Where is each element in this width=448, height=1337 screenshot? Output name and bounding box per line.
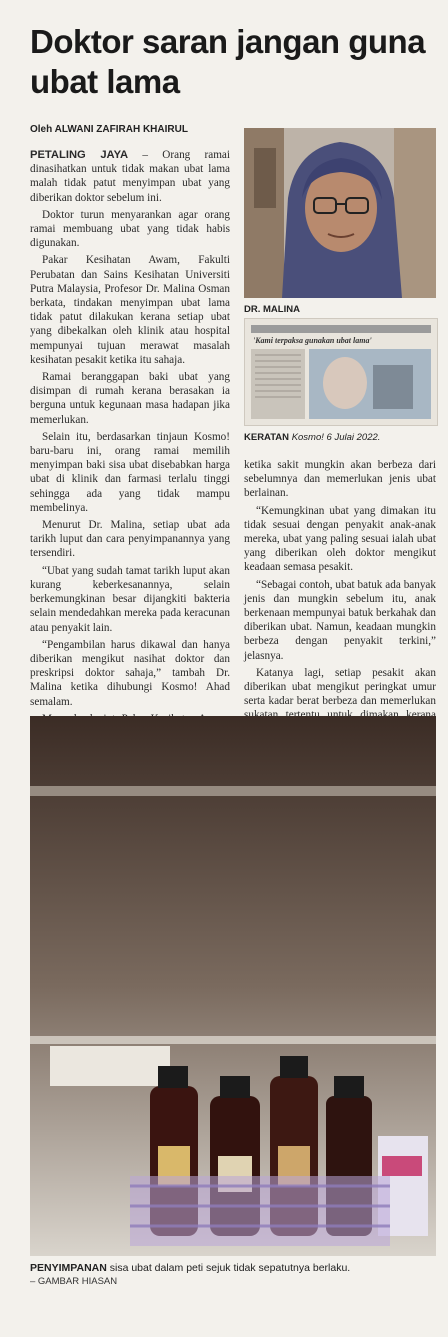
paragraph: ketika sakit mungkin akan berbeza dari sebelumnya dan memerlukan jenis ubat berlainan. bbox=[244, 459, 436, 500]
paragraph: Selain itu, berdasarkan tinjaun Kosmo! baru-baru ini, orang ramai memilih menyimpan baki sisa ubat disebabkan harga ubat di klinik dan farmasi terlalu tinggi sehingga ada yang tidak mampu membelinya. bbox=[30, 430, 230, 514]
byline: Oleh ALWANI ZAFIRAH KHAIRUL bbox=[30, 124, 188, 135]
photo-caption: DR. MALINA bbox=[244, 304, 300, 315]
clipping-caption-text: Kosmo! 6 Julai 2022. bbox=[291, 432, 381, 443]
paragraph: “Ubat yang sudah tamat tarikh luput akan kurang keberkesanannya, selain berkemungkinan besar dijangkiti bakteria selain mendedahkan mereka pada keracunan atau penyakit lain. bbox=[30, 564, 230, 634]
medicine-photo bbox=[30, 716, 436, 1256]
paragraph: Menurut Dr. Malina, setiap ubat ada tarikh luput dan cara penyimpanannya yang tersendiri. bbox=[30, 519, 230, 560]
paragraph: “Kemungkinan ubat yang dimakan itu tidak sesuai dengan penyakit anak-anak mereka, ubat yang paling sesuai ialah ubat yang diberikan oleh doktor mengikut keadaan semasa pesakit. bbox=[244, 504, 436, 574]
clipping-caption-label: KERATAN bbox=[244, 432, 290, 443]
portrait-photo bbox=[244, 128, 436, 298]
portrait-illustration bbox=[244, 128, 436, 298]
newspaper-clipping bbox=[244, 318, 438, 426]
paragraph: “Pengambilan harus dikawal dan hanya diberikan mengikut nasihat doktor dan preskripsi doktor sahaja,” tambah Dr. Malina ketika dihubungi Kosmo! Ahad semalam. bbox=[30, 638, 230, 708]
medicine-illustration bbox=[30, 716, 436, 1256]
paragraph: – Orang ramai dinasihatkan untuk tidak makan ubat lama malah tidak patut menyimpan ubat yang diberikan doktor sebelum ini. bbox=[30, 149, 231, 204]
clipping-illustration bbox=[245, 319, 437, 425]
photo-caption-text: sisa ubat dalam peti sejuk tidak sepatutnya berlaku. bbox=[106, 1262, 351, 1274]
paragraph: Ramai beranggapan baki ubat yang disimpan di rumah kerana berasakan ia berguna untuk kegunaan masa hadapan jika memerlukan. bbox=[30, 371, 230, 426]
paragraph: “Sebagai contoh, ubat batuk ada banyak jenis dan mungkin sebelum itu, anak berkenaan mempunyai batuk berkahak dan diberikan ubat. Namun, keadaan mungkin berbeza dengan penyakit terkini,” jelasnya. bbox=[244, 578, 436, 662]
clipping-headline: 'Kami terpaksa gunakan ubat lama' bbox=[253, 336, 372, 345]
photo-caption-label: PENYIMPANAN bbox=[30, 1262, 107, 1274]
photo-caption-main bbox=[30, 1262, 436, 1274]
article-column-1 bbox=[30, 148, 230, 786]
paragraph: Pakar Kesihatan Awam, Fakulti Perubatan dan Sains Kesihatan Universiti Putra Malaysia, Profesor Dr. Malina Osman berkata, tindakan menyimpan ubat lama tidak patut dilakukan kerana setiap ubat yang dibekalkan oleh klinik atau hospital mempunyai tujuan merawat masalah kesihatan pesakit ketika itu sahaja. bbox=[30, 254, 230, 366]
headline: Doktor saran jangan guna ubat lama bbox=[30, 23, 426, 100]
clipping-caption bbox=[244, 432, 380, 443]
paragraph: Doktor turun menyarankan agar orang ramai membuang ubat yang tidak habis digunakan. bbox=[30, 208, 230, 250]
photo-credit: – GAMBAR HIASAN bbox=[30, 1276, 118, 1287]
paragraph: Katanya lagi, setiap pesakit akan diberikan ubat mengikut peringkat umur serta kadar berat berbeza dan memerlukan bbox=[244, 666, 436, 708]
dateline: PETALING JAYA bbox=[30, 149, 129, 161]
